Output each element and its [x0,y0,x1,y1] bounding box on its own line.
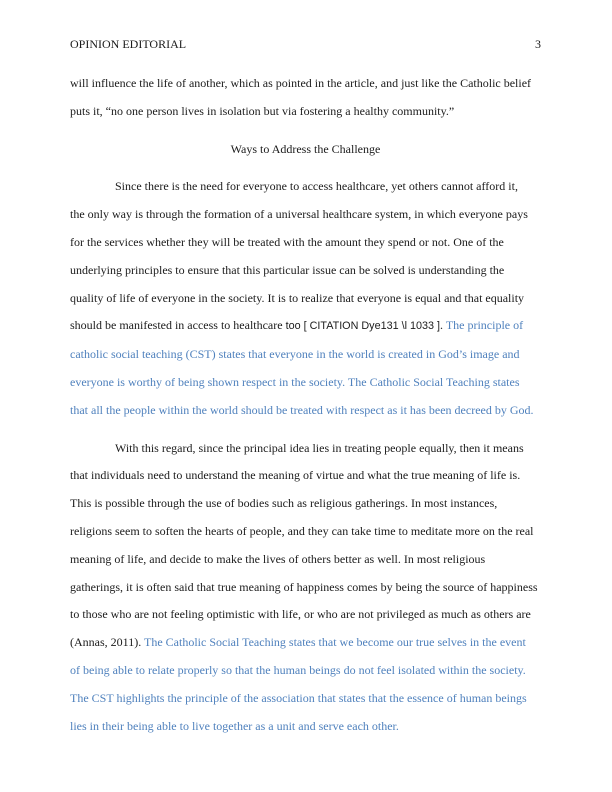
text-line [70,70,541,98]
text-line [70,98,541,126]
text-line [70,397,541,425]
text-segment: gatherings, it is often said that true meaning of happiness comes by being the source of happiness [70,579,538,594]
paragraph [70,173,541,424]
section-heading: Ways to Address the Challenge [230,141,381,156]
page-header [70,36,541,52]
text-line [70,462,541,490]
text-line [70,285,541,313]
paragraph [70,435,541,741]
text-line [70,257,541,285]
text-line [70,435,541,463]
text-segment: (Annas, 2011). [70,635,144,650]
text-segment: of being able to relate properly so that the human beings do not feel isolated within the society. [70,662,526,677]
text-segment: for the services whether they will be treated with the amount they spend or not. One of the [70,234,504,249]
text-segment: underlying principles to ensure that this particular issue can be solved is understanding the [70,262,505,277]
text-segment: that all the people within the world should be treated with respect as it has been decreed by God. [70,402,534,417]
text-segment: will influence the life of another, which as pointed in the article, and just like the Catholic belief [70,76,532,90]
text-segment: to those who are not feeling optimistic with life, or who are not privileged as much as others are [70,607,531,622]
text-segment: Since there is the need for everyone to access healthcare, yet others cannot afford it, [115,179,518,194]
text-segment: religions seem to soften the hearts of people, and they can take time to meditate more on the real [70,523,534,538]
text-segment: should be manifested in access to healthcare [70,318,286,333]
text-line [70,546,541,574]
running-head: OPINION EDITORIAL [70,37,187,51]
text-segment: quality of life of everyone in the society. It is to realize that everyone is equal and that equality [70,290,525,305]
text-segment: The principle of [445,318,524,333]
text-segment: puts it, “no one person lives in isolation but via fostering a healthy community.” [70,103,455,118]
text-line [70,201,541,229]
text-line [70,657,541,685]
text-line [70,629,541,657]
text-segment: the only way is through the formation of a universal healthcare system, in which everyone pays [70,207,528,222]
paragraph [70,70,541,126]
text-line [70,685,541,713]
text-line [70,713,541,741]
text-segment: . [440,318,446,333]
text-line [70,341,541,369]
citation-field: too [ CITATION Dye131 \l 1033 ] [285,320,441,333]
page-number: 3 [535,37,541,51]
text-line [70,312,541,341]
document-body [70,70,541,740]
text-line [70,518,541,546]
text-segment: The CST highlights the principle of the association that states that the essence of human beings [70,690,527,705]
text-segment: With this regard, since the principal idea lies in treating people equally, then it means [115,440,524,455]
text-line [70,173,541,201]
text-line [70,490,541,518]
text-segment: lies in their being able to live together as a unit and serve each other. [70,718,399,733]
text-segment: The Catholic Social Teaching states that we become our true selves in the event [144,635,526,650]
text-segment: everyone is worthy of being shown respect in the society. The Catholic Social Teaching states [70,374,520,389]
text-segment: catholic social teaching (CST) states that everyone in the world is created in God’s image and [70,347,520,362]
text-segment: meaning of life, and decide to make the lives of others better as well. In most religious [70,551,486,566]
text-line [70,601,541,629]
text-segment: that individuals need to understand the meaning of virtue and what the true meaning of life is. [70,468,521,483]
text-segment: This is possible through the use of bodies such as religious gatherings. In most instances, [70,496,498,511]
text-line [70,369,541,397]
text-line [70,574,541,602]
text-line [70,229,541,257]
